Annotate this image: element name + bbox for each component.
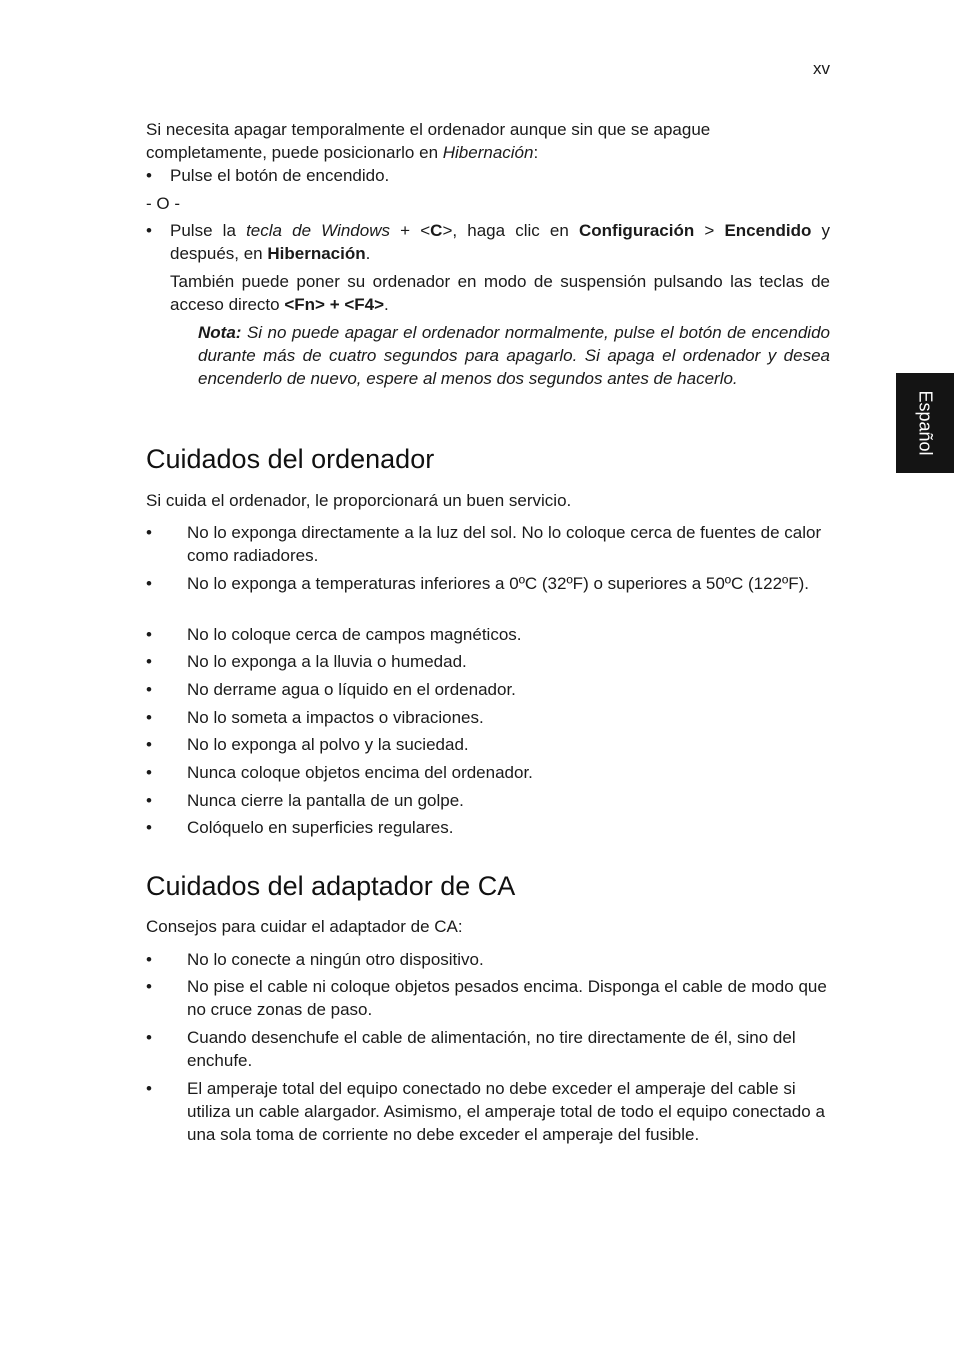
text-run: >, haga clic en [442,221,579,240]
language-tab-label: Español [915,390,936,456]
note-text: Si no puede apagar el ordenador normalmente, pulse el botón de encendido durante más de cuatro segundos para apagarlo. Si apaga el ordenador y desea encenderlo de nuevo, espere al menos dos segundos antes de hacerlo. [198,323,830,388]
bullet-marker: • [146,1079,152,1098]
list-item: No lo exponga a temperaturas inferiores a 0ºC (32ºF) o superiores a 50ºC (122ºF). [187,574,810,593]
bullet-marker: • [146,574,152,593]
list-item: No pise el cable ni coloque objetos pesados encima. Disponga el cable de modo que no cruce zonas de paso. [187,977,827,1019]
key-c: C [430,221,443,240]
bullet-marker: • [146,950,152,969]
bullet-marker: • [146,735,152,754]
language-side-tab [896,373,954,473]
bullet-marker: • [146,680,152,699]
list-item: Nunca cierre la pantalla de un golpe. [187,791,464,810]
note [198,321,830,390]
hibernation-intro-text: Si necesita apagar temporalmente el ordenador aunque sin que se apague completamente, puede posicionarlo en [146,120,711,162]
text-run: Pulse la [170,221,247,240]
list-item: No derrame agua o líquido en el ordenador. [187,680,516,699]
section-title-computer-care: Cuidados del ordenador [146,444,435,474]
bullet-marker: • [146,818,152,837]
list-item: No lo conecte a ningún otro dispositivo. [187,950,484,969]
note-label: Nota: [198,323,242,342]
hibernation-bold-term: Hibernación [267,244,366,263]
list-item: Colóquelo en superficies regulares. [187,818,454,837]
text-run: . [365,244,371,263]
bullet-marker: • [146,763,152,782]
list-item: Cuando desenchufe el cable de alimentación, no tire directamente de él, sino del enchufe. [187,1028,796,1070]
list-item: No lo exponga a la lluvia o humedad. [187,652,467,671]
hibernation-bullet-1: Pulse el botón de encendido. [170,166,390,185]
sleep-paragraph [170,270,830,316]
list-item: No lo someta a impactos o vibraciones. [187,708,484,727]
windows-key-term: tecla de Windows [246,221,390,240]
bullet-marker: • [146,625,152,644]
list-item: Nunca coloque objetos encima del ordenador. [187,763,533,782]
settings-term: Configuración [579,221,695,240]
bullet-marker: • [146,791,152,810]
bullet-marker: • [146,652,152,671]
text-run: También puede poner su ordenador en modo de suspensión pulsando las teclas de acceso directo [170,272,830,314]
hibernation-intro [146,118,830,164]
hibernation-bullet-2 [170,219,830,265]
text-run: . [384,295,389,314]
list-item: No lo coloque cerca de campos magnéticos. [187,625,522,644]
computer-care-intro: Si cuida el ordenador, le proporcionará un buen servicio. [146,491,572,510]
section-title-adapter-care: Cuidados del adaptador de CA [146,871,516,901]
text-run: + < [390,221,431,240]
text-run: > [694,221,725,240]
hibernation-term: Hibernación [442,143,534,162]
bullet-marker: • [146,708,152,727]
list-item: El amperaje total del equipo conectado no debe exceder el amperaje del cable si utiliza un cable alargador. Asimismo, el amperaje total de todo el equipo conectado a una sola toma de corriente no debe exceder el amperaje del fusible. [187,1079,825,1144]
bullet-marker: • [146,1028,152,1047]
list-item: No lo exponga directamente a la luz del sol. No lo coloque cerca de fuentes de calor como radiadores. [187,523,822,565]
bullet-marker: • [146,221,152,240]
list-item: No lo exponga al polvo y la suciedad. [187,735,469,754]
power-term: Encendido [724,221,812,240]
adapter-care-intro: Consejos para cuidar el adaptador de CA: [146,917,463,936]
hibernation-intro-end: : [533,143,539,162]
bullet-marker: • [146,977,152,996]
page-number: xv [813,59,830,78]
sleep-hotkey: <Fn> + <F4> [284,295,385,314]
bullet-marker: • [146,166,152,185]
text-run: y después, en [170,221,831,263]
bullet-marker: • [146,523,152,542]
or-separator: - O - [146,194,180,213]
